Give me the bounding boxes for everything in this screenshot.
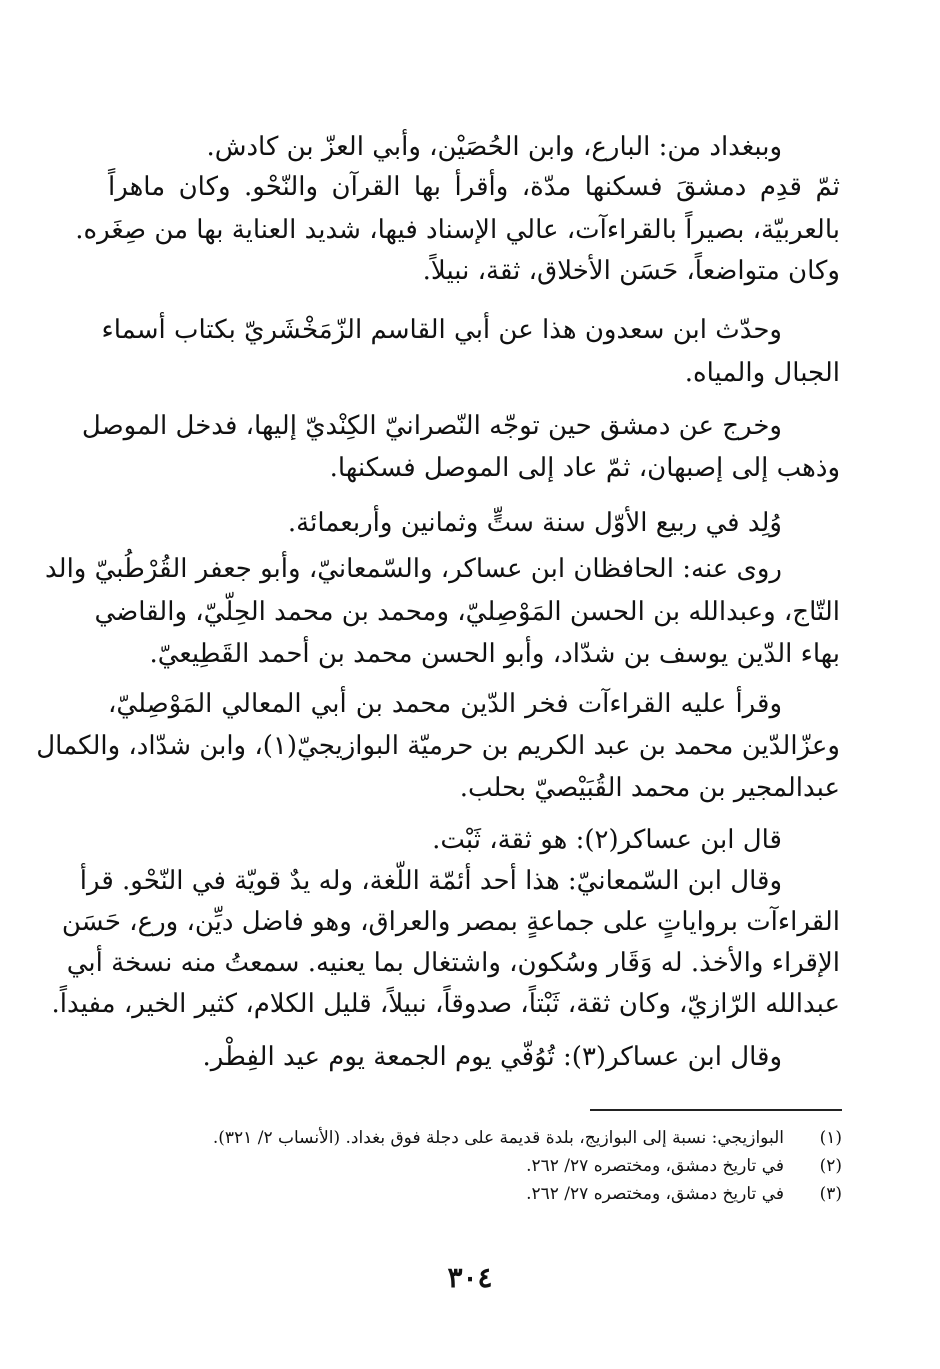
footnote-number: (١) <box>819 1128 842 1148</box>
text-line: وقرأ عليه القراءآت فخر الدّين محمد بن أبي المعالي المَوْصِليّ، <box>108 689 782 719</box>
text-line: عبدالمجير بن محمد القُبَيْصيّ بحلب. <box>459 773 840 803</box>
text-line: وحدّث ابن سعدون هذا عن أبي القاسم الزّمَخْشَريّ بكتاب أسماء <box>101 315 782 345</box>
text-line: بالعربيّة، بصيراً بالقراءآت، عالي الإسناد فيها، شديد العناية بها من صِغَره. <box>75 215 840 245</box>
text-line: وكان متواضعاً، حَسَن الأخلاق، ثقة، نبيلاً. <box>422 256 840 286</box>
text-line: وقال ابن عساكر(٣): تُوُفّي يوم الجمعة يوم عيد الفِطْر. <box>202 1042 782 1072</box>
footnote-text: في تاريخ دمشق، ومختصره ٢٧/ ٢٦٢. <box>526 1156 784 1176</box>
text-line: وذهب إلى إصبهان، ثمّ عاد إلى الموصل فسكنها. <box>329 453 840 483</box>
text-line: وعزّالدّين محمد بن عبد الكريم بن حرميّة البوازيجيّ(١)، وابن شدّاد، والكمال <box>36 731 840 761</box>
text-line: روى عنه: الحافظان ابن عساكر، والسّمعانيّ، وأبو جعفر القُرْطُبيّ والد <box>45 554 782 584</box>
footnote <box>0 1181 940 1207</box>
text-line: وقال ابن السّمعانيّ: هذا أحد أئمّة اللّغة، وله يدٌ قويّة في النّحْو. قرأ <box>79 866 782 896</box>
page-number: ٣٠٤ <box>447 1261 493 1294</box>
text-line: الجبال والمياه. <box>684 358 840 388</box>
text-line: وخرج عن دمشق حين توجّه النّصرانيّ الكِنْديّ إليها، فدخل الموصل <box>81 411 782 441</box>
text-line: عبدالله الرّازيّ، وكان ثقة، ثَبْتاً، صدوقاً، نبيلاً، قليل الكلام، كثير الخير، مفيداً. <box>51 989 840 1019</box>
footnote-number: (٢) <box>819 1156 842 1176</box>
text-line: بهاء الدّين يوسف بن شدّاد، وأبو الحسن محمد بن أحمد القَطِيعيّ. <box>149 639 840 669</box>
text-line: القراءآت برواياتٍ على جماعةٍ بمصر والعراق، وهو فاضل ديِّن، ورع، حَسَن <box>61 907 840 937</box>
footnote-separator <box>590 1109 842 1111</box>
footnote-number: (٣) <box>819 1184 842 1204</box>
text-line: قال ابن عساكر(٢): هو ثقة، ثَبْت. <box>432 825 782 855</box>
text-line: وُلِد في ربيع الأوّل سنة ستٍّ وثمانين وأربعمائة. <box>287 508 782 538</box>
footnote-text: البوازيجي: نسبة إلى البوازيج، بلدة قديمة على دجلة فوق بغداد. (الأنساب ٢/ ٣٢١). <box>212 1128 784 1148</box>
footnote <box>0 1153 940 1179</box>
text-line: وببغداد من: البارع، وابن الحُصَيْن، وأبي العزّ بن كادش. <box>206 132 782 162</box>
text-line: الإقراء والأخذ. له وَقَار وسُكون، واشتغال بما يعنيه. سمعتُ منه نسخة أبي <box>66 948 840 978</box>
text-line: ثمّ قدِم دمشقَ فسكنها مدّة، وأقرأ بها القرآن والنّحْو. وكان ماهراً <box>108 172 840 202</box>
footnote <box>0 1125 940 1151</box>
text-line: التّاج، وعبدالله بن الحسن المَوْصِليّ، ومحمد بن محمد الحِلّيّ، والقاضي <box>94 597 840 627</box>
footnote-text: في تاريخ دمشق، ومختصره ٢٧/ ٢٦٢. <box>526 1184 784 1204</box>
